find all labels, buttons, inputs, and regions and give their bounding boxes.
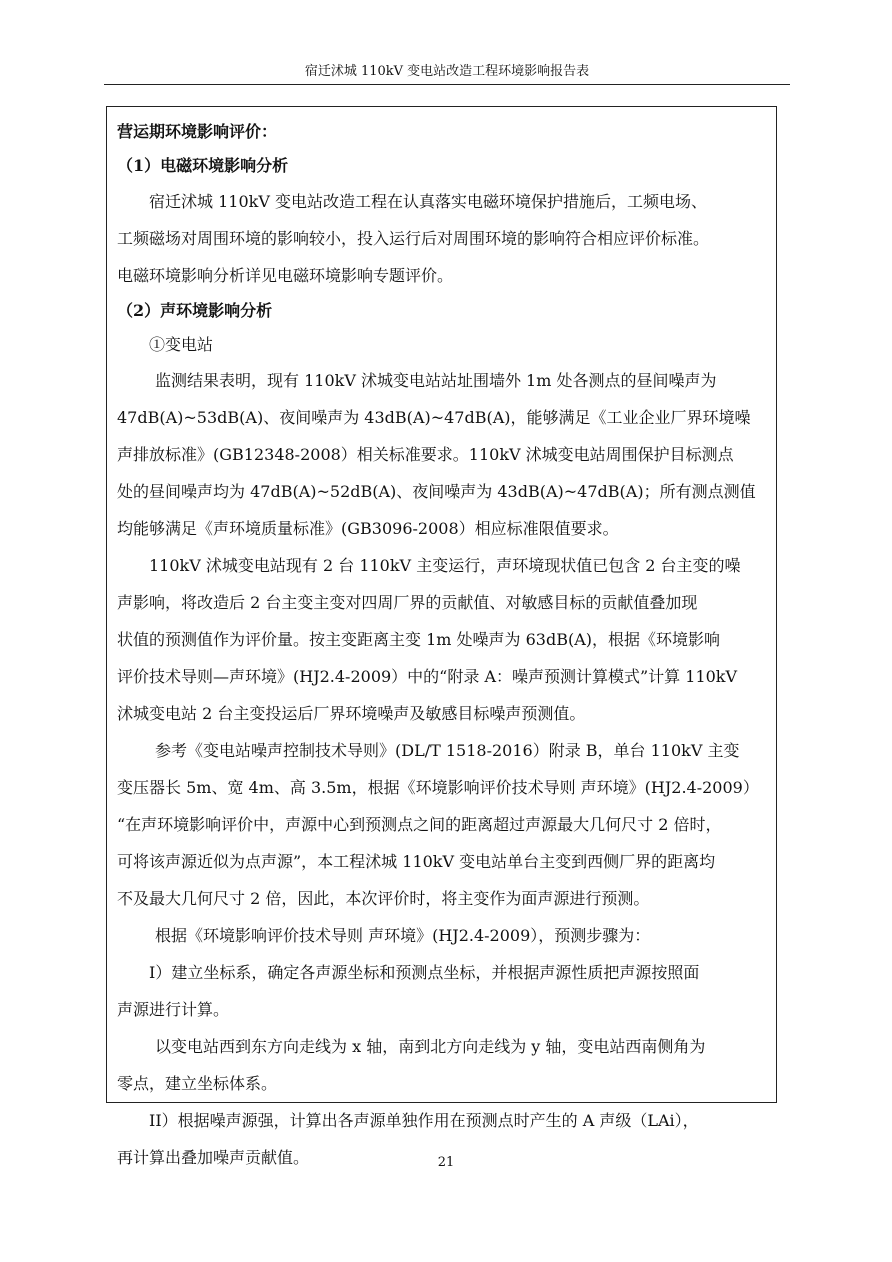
paragraph-line: 宿迁沭城 110kV 变电站改造工程在认真落实电磁环境保护措施后，工频电场、 <box>149 192 707 211</box>
paragraph-line: 参考《变电站噪声控制技术导则》(DL/T 1518-2016）附录 B，单台 110kV 主变 <box>155 741 740 760</box>
paragraph-line: 零点，建立坐标体系。 <box>117 1074 278 1093</box>
paragraph-line: 评价技术导则—声环境》(HJ2.4-2009）中的“附录 A：噪声预测计算模式”计算 110kV <box>117 667 738 686</box>
paragraph-line: 再计算出叠加噪声贡献值。 <box>117 1148 310 1167</box>
paragraph-line: 处的昼间噪声均为 47dB(A)~52dB(A)、夜间噪声为 43dB(A)~47dB(A)；所有测点测值 <box>117 482 756 501</box>
paragraph-line: 工频磁场对周围环境的影响较小，投入运行后对周围环境的影响符合相应评价标准。 <box>117 229 710 248</box>
subsection-title-electromagnetic: （1）电磁环境影响分析 <box>117 156 289 175</box>
paragraph-line: 监测结果表明，现有 110kV 沭城变电站站址围墙外 1m 处各测点的昼间噪声为 <box>155 371 717 390</box>
paragraph-line: 声排放标准》(GB12348-2008）相关标准要求。110kV 沭城变电站周围保护目标测点 <box>117 445 734 464</box>
paragraph-line: 以变电站西到东方向走线为 x 轴，南到北方向走线为 y 轴，变电站西南侧角为 <box>155 1037 706 1056</box>
paragraph-line: 47dB(A)~53dB(A)、夜间噪声为 43dB(A)~47dB(A)，能够满足《工业企业厂界环境噪 <box>117 408 751 427</box>
paragraph-line: 声源进行计算。 <box>117 1000 230 1019</box>
page-header: 宿迁沭城 110kV 变电站改造工程环境影响报告表 <box>104 60 790 85</box>
page-number: 21 <box>437 1155 455 1170</box>
paragraph-line: 变压器长 5m、宽 4m、高 3.5m，根据《环境影响评价技术导则 声环境》(HJ2.4-2009） <box>117 778 759 797</box>
section-title: 营运期环境影响评价： <box>117 122 278 141</box>
paragraph-line: 均能够满足《声环境质量标准》(GB3096-2008）相应标准限值要求。 <box>117 519 619 538</box>
paragraph-line: 不及最大几何尺寸 2 倍，因此，本次评价时，将主变作为面声源进行预测。 <box>117 889 650 908</box>
paragraph-line: I）建立坐标系，确定各声源坐标和预测点坐标，并根据声源性质把声源按照面 <box>149 963 700 982</box>
paragraph-line: 沭城变电站 2 台主变投运后厂界环境噪声及敏感目标噪声预测值。 <box>117 704 586 723</box>
paragraph-line: 110kV 沭城变电站现有 2 台 110kV 主变运行，声环境现状值已包含 2 台主变的噪 <box>149 556 741 575</box>
paragraph-line: 可将该声源近似为点声源”，本工程沭城 110kV 变电站单台主变到西侧厂界的距离均 <box>117 852 716 871</box>
subsection-title-acoustic: （2）声环境影响分析 <box>117 301 273 320</box>
paragraph-line: 电磁环境影响分析详见电磁环境影响专题评价。 <box>117 266 454 285</box>
paragraph-line: 声影响，将改造后 2 台主变主变对四周厂界的贡献值、对敏感目标的贡献值叠加现 <box>117 593 698 612</box>
paragraph-line: II）根据噪声源强，计算出各声源单独作用在预测点时产生的 A 声级（LAi）， <box>149 1111 699 1130</box>
paragraph-line: “在声环境影响评价中，声源中心到预测点之间的距离超过声源最大几何尺寸 2 倍时， <box>117 815 722 834</box>
paragraph-line: 根据《环境影响评价技术导则 声环境》(HJ2.4-2009），预测步骤为： <box>155 926 651 945</box>
item-label: ①变电站 <box>149 335 214 354</box>
paragraph-line: 状值的预测值作为评价量。按主变距离主变 1m 处噪声为 63dB(A)，根据《环境影响 <box>117 630 721 649</box>
